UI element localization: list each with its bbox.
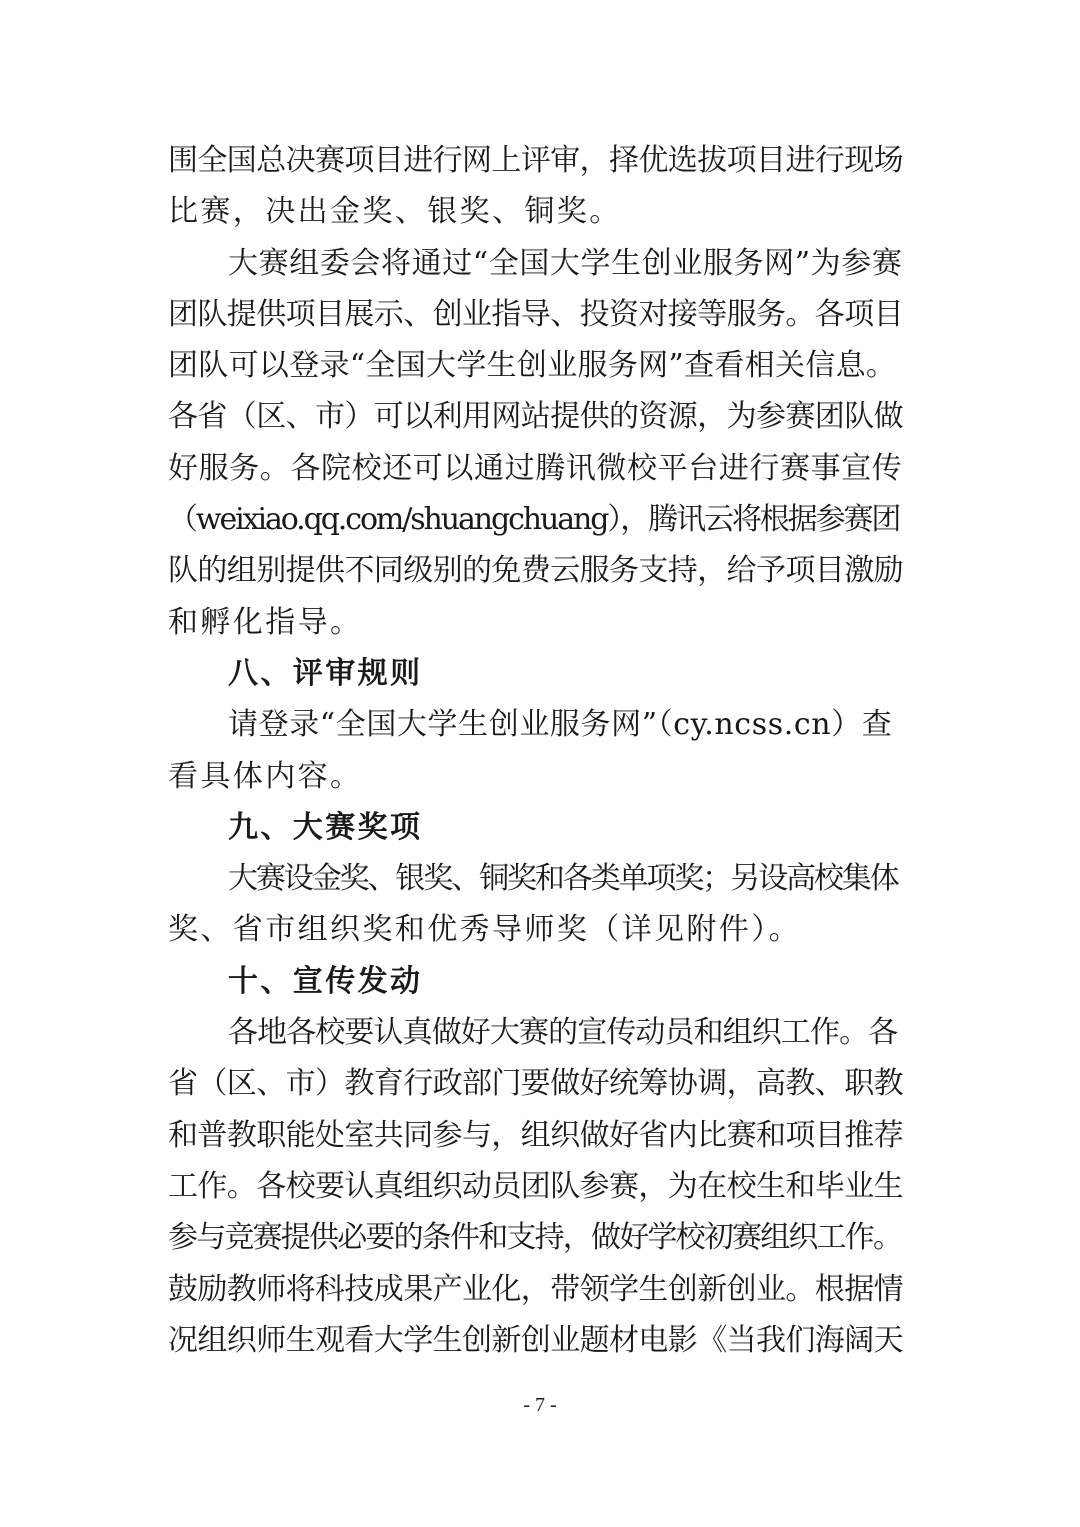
section-heading-review-rules: 八、评审规则 [228, 655, 423, 691]
body-line-5: 团队可以登录“全国大学生创业服务网”查看相关信息。 [168, 348, 897, 384]
body-line-2: 比赛，决出金奖、银奖、铜奖。 [168, 194, 622, 230]
body-line-13: 看具体内容。 [168, 758, 363, 794]
section-heading-awards: 九、大赛奖项 [228, 809, 423, 845]
body-line-15: 大赛设金奖、银奖、铜奖和各类单项奖；另设高校集体 [228, 861, 898, 897]
body-line-12: 请登录“全国大学生创业服务网”（cy.ncss.cn）查 [228, 707, 893, 743]
body-line-4: 团队提供项目展示、创业指导、投资对接等服务。各项目 [168, 296, 903, 332]
body-line-8: （weixiao.qq.com/shuangchuang），腾讯云将根据参赛团 [168, 502, 900, 538]
body-line-3: 大赛组委会将通过“全国大学生创业服务网”为参赛 [228, 245, 903, 281]
body-line-20: 和普教职能处室共同参与，组织做好省内比赛和项目推荐 [168, 1117, 903, 1153]
section-heading-publicity: 十、宣传发动 [228, 963, 423, 999]
body-line-16: 奖、省市组织奖和优秀导师奖（详见附件）。 [168, 912, 801, 948]
body-line-6: 各省（区、市）可以利用网站提供的资源，为参赛团队做 [168, 399, 903, 435]
body-line-23: 鼓励教师将科技成果产业化，带领学生创新创业。根据情 [168, 1271, 903, 1307]
body-line-10: 和孵化指导。 [168, 604, 363, 640]
body-line-18: 各地各校要认真做好大赛的宣传动员和组织工作。各 [228, 1015, 898, 1051]
document-body [168, 135, 903, 1366]
body-line-19: 省（区、市）教育行政部门要做好统筹协调，高教、职教 [168, 1066, 903, 1102]
body-line-24: 况组织师生观看大学生创新创业题材电影《当我们海阔天 [168, 1322, 903, 1358]
body-line-7: 好服务。各院校还可以通过腾讯微校平台进行赛事宣传 [168, 450, 903, 486]
body-line-22: 参与竞赛提供必要的条件和支持，做好学校初赛组织工作。 [168, 1220, 902, 1256]
body-line-9: 队的组别提供不同级别的免费云服务支持，给予项目激励 [168, 553, 903, 589]
page-number: - 7 - [523, 1394, 557, 1416]
body-line-1: 围全国总决赛项目进行网上评审，择优选拔项目进行现场 [168, 143, 903, 178]
body-line-21: 工作。各校要认真组织动员团队参赛，为在校生和毕业生 [168, 1168, 903, 1204]
